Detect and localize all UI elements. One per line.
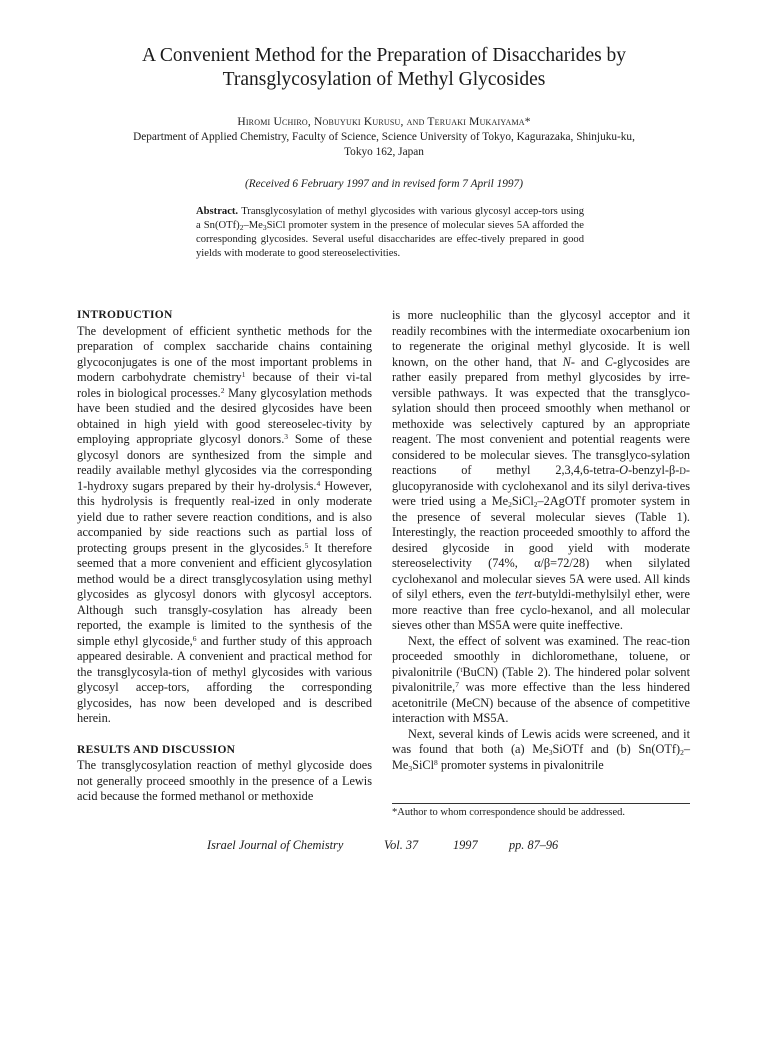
affiliation: [90, 130, 678, 160]
rc-italic-o: O: [619, 463, 629, 477]
results-paragraph: The transglycosylation reaction of methyl glycoside does not generally proceed smoothly in the presence of a Lewis acid because the formed methanol or methoxide: [77, 758, 372, 803]
intro-text-e: However, this hydrolysis is frequently real-ized in only moderate yield due to rather severe reaction conditions, and is also accompanied by side reactions such as partial loss of protecting groups present in the glycosides.: [77, 478, 372, 555]
intro-text-f: It therefore seemed that a more convenient and efficient glycosylation method would be a direct transglycosylation using methyl glycosides as glycosyl donors with glycosyl acceptors. Although such transgly-cosylation has already been reported, the example is limited to the synthesis of the simple ethyl glycoside,: [77, 540, 372, 648]
right-paragraph-1: [392, 308, 690, 634]
intro-text-c: Many glycosylation methods have been studied and the desired glycosides have been obtained in high yield with good stereoselec-tivity by employing appropriate glycosyl donors.: [77, 385, 372, 446]
rc3-sub-2: 2: [680, 748, 684, 757]
rc-text-h: -butyldi-methylsilyl ether, were more reactive than free cyclo-hexanol, and all molecular sieves other than MS5A were quite ineffective.: [392, 587, 690, 632]
rc2-text-a: Next, the effect of solvent was examined. The reac-tion proceeded smoothly in dichloromethane, toluene, or pivalonitrile (: [392, 633, 690, 679]
right-paragraph-2: [392, 634, 690, 727]
rc-text-g: –2AgOTf promoter system in the presence of several molecular sieves (Table 1). Interestingly, the reaction proceeded smoothly to afford the desired glycoside in good yield with moderate stereoselectivity (74%, α/β=72/28) when silylated cyclohexanol and molecular sieves 5A were used. All kinds of silyl ethers, even the: [392, 494, 690, 601]
rc-text-e: -glucopyranoside with cyclohexanol and its silyl deriva-tives were tried using a Me: [392, 463, 690, 508]
affiliation-line-2: Tokyo 162, Japan: [344, 146, 424, 158]
abstract-text-c: SiCl promoter system in the presence of molecular sieves 5A afforded the corresponding glycosides. Several useful disaccharides are effec-tively prepared in good yields with moderate to good stereoselectivities.: [196, 220, 584, 259]
received-dates: (Received 6 February 1997 and in revised form 7 April 1997): [245, 178, 523, 190]
reference-8: 8: [434, 757, 438, 767]
authors-text: Hiromi Uchiro, Nobuyuki Kurusu, and Teruaki Mukaiyama*: [237, 116, 531, 128]
rc-text-a: is more nucleophilic than the glycosyl acceptor and it readily recombines with the intermediate oxocarbenium ion to regenerate the original methyl glycoside. It is well known, on the other hand, that: [392, 308, 690, 369]
journal-year: 1997: [453, 838, 478, 852]
rc-smallcaps-d: d: [679, 463, 686, 477]
journal-volume: Vol. 37: [384, 838, 419, 852]
introduction-heading: INTRODUCTION: [77, 309, 173, 321]
reference-5: 5: [304, 540, 309, 550]
article-title: [60, 44, 708, 92]
title-line-2: Transglycosylation of Methyl Glycosides: [222, 69, 546, 90]
rc3-text-d: SiCl: [412, 757, 435, 772]
rc2-text-c: was more effective than the less hindered acetonitrile (MeCN) because of the absence of competitive interaction with MS5A.: [392, 680, 690, 725]
rc2-text-b: BuCN) (Table 2). The hindered polar solvent pivalonitrile,: [392, 664, 690, 694]
rc-text-b: - and: [570, 354, 605, 369]
rc3-text-b: SiOTf and (b) Sn(OTf): [552, 742, 681, 756]
left-column: [77, 308, 372, 805]
intro-text-a: The development of efficient synthetic methods for the preparation of complex saccharide chains containing glycoconjugates is one of the most important problems in modern carbohydrate chemistry: [77, 323, 372, 384]
section-spacer: [77, 727, 372, 743]
rc-text-c: -glycosides are rather easily prepared from methyl glycosides by irre-versible pathways. It was expected that the transglyco-sylation should then proceed smoothly when methanol or methoxide was selectively captured by an appropriate reagent. The most convenient and potential reagents were considered to be molecular sieves. The transglyco-sylation reactions of methyl 2,3,4,6-tetra-: [392, 354, 691, 477]
intro-text-g: and further study of this approach appeared desirable. A convenient and practical method for the transglycosyla-tion of methyl glycosides with various glycosyl accep-tors, affording the corresponding glycosides, has now been developed and is described herein.: [77, 633, 372, 725]
rc-sub-1: 2: [508, 500, 512, 509]
rc3-text-c: –Me: [392, 742, 690, 772]
right-paragraph-3: [392, 727, 690, 774]
rc3-sub-3: 3: [408, 763, 413, 773]
reference-7: 7: [455, 680, 459, 689]
reference-4: 4: [316, 478, 321, 488]
intro-text-b: because of their vi-tal roles in biological processes.: [77, 370, 372, 400]
reference-6: 6: [192, 633, 197, 643]
rc-italic-n: N: [562, 354, 571, 369]
rc3-text-e: promoter systems in pivalonitrile: [437, 757, 604, 772]
reference-2: 2: [220, 385, 225, 395]
author-footnote: *Author to whom correspondence should be addressed.: [392, 807, 625, 818]
author-list: [60, 115, 708, 130]
results-heading: RESULTS AND DISCUSSION: [77, 743, 236, 756]
abstract-sub-1: 2: [239, 223, 244, 232]
footnote-divider: [392, 803, 690, 804]
rc3-sub-1: 3: [548, 748, 553, 757]
journal-name: Israel Journal of Chemistry: [207, 838, 344, 852]
rc-text-f: SiCl: [511, 494, 534, 508]
reference-3: 3: [284, 432, 289, 441]
abstract: [196, 205, 584, 261]
rc-text-d: -benzyl-β-: [628, 463, 680, 477]
rc-sub-2: 2: [533, 500, 538, 509]
abstract-text-b: –Me: [243, 220, 263, 231]
right-column: [392, 308, 690, 773]
affiliation-line-1: Department of Applied Chemistry, Faculty of Science, Science University of Tokyo, Kagurazaka, Shinjuku-ku,: [133, 131, 635, 143]
title-line-1: A Convenient Method for the Preparation of Disaccharides by: [141, 45, 627, 66]
abstract-sub-2: 3: [262, 223, 267, 232]
intro-text-d: Some of these glycosyl donors are synthesized from the simple and readily available methyl glycosides via the corresponding 1-hydroxy sugars prepared by their hy-drolysis.: [77, 432, 372, 493]
abstract-label: Abstract.: [196, 206, 239, 217]
journal-pages: pp. 87–96: [509, 838, 559, 852]
rc2-sup-t: t: [460, 664, 463, 674]
reference-1: 1: [241, 370, 246, 379]
abstract-text-a: Transglycosylation of methyl glycosides with various glycosyl accep-tors using a Sn(OTf): [196, 206, 584, 231]
rc-italic-c: C: [604, 354, 613, 369]
introduction-paragraph: [77, 324, 372, 727]
rc-italic-tert: tert: [515, 587, 533, 601]
rc3-text-a: Next, several kinds of Lewis acids were screened, and it was found that both (a) Me: [392, 726, 690, 756]
